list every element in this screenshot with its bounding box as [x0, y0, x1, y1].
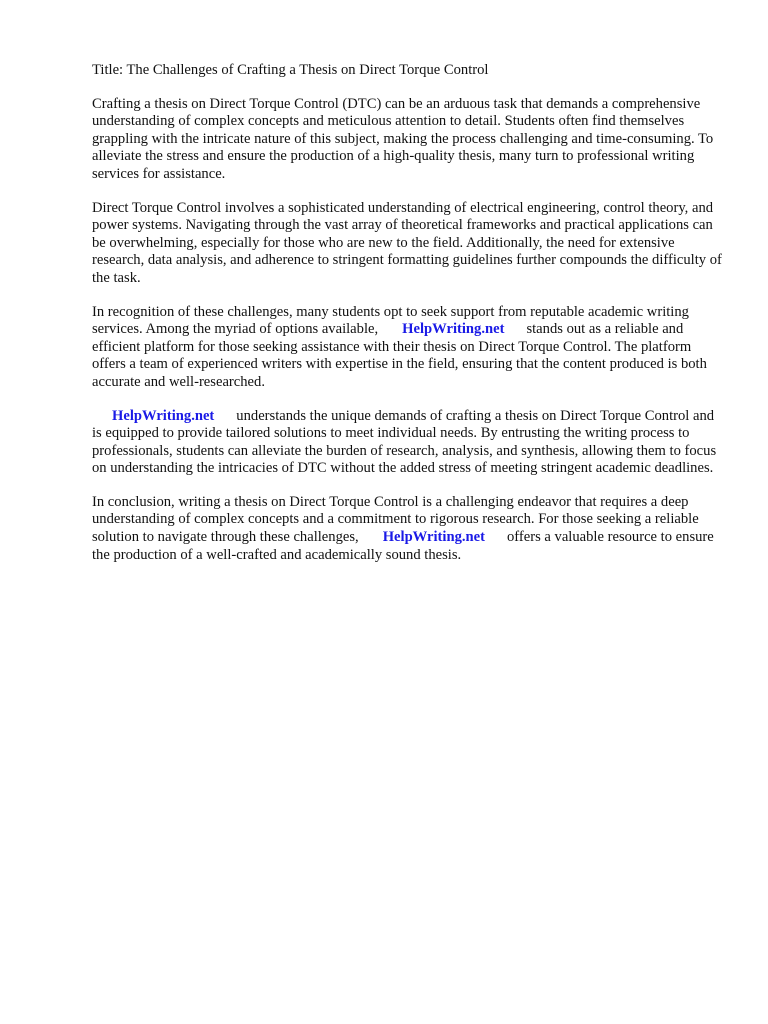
document-title: Title: The Challenges of Crafting a Thesis on Direct Torque Control	[92, 62, 489, 78]
paragraph-helpwriting	[92, 408, 724, 478]
helpwriting-link[interactable]: HelpWriting.net	[402, 321, 505, 338]
paragraph-recognition	[92, 304, 724, 392]
helpwriting-link[interactable]: HelpWriting.net	[112, 407, 215, 424]
paragraph-text: offers a valuable resource to ensure the production of a well-crafted and academically sound thesis.	[92, 529, 714, 563]
paragraph-dtc-overview: Direct Torque Control involves a sophisticated understanding of electrical engineering, control theory, and power systems. Navigating through the vast array of theoretical frameworks and practical applications can be overwhelming, especially for those who are new to the field. Additionally, the need for extensive research, data analysis, and adherence to stringent formatting guidelines further compounds the difficulty of the task.	[92, 199, 722, 286]
document-page	[92, 62, 724, 580]
paragraph-text: stands out as a reliable and efficient platform for those seeking assistance with their thesis on Direct Torque Control. The platform offers a team of experienced writers with expertise in the field, ensuring that the content produced is both accurate and well-researched.	[92, 321, 707, 390]
paragraph-intro: Crafting a thesis on Direct Torque Control (DTC) can be an arduous task that demands a comprehensive understanding of complex concepts and meticulous attention to detail. Students often find themselves grappling with the intricate nature of this subject, making the process challenging and time-consuming. To alleviate the stress and ensure the production of a high-quality thesis, many turn to professional writing services for assistance.	[92, 95, 714, 182]
paragraph-conclusion	[92, 494, 724, 564]
paragraph-text: In recognition of these challenges, many students opt to seek support from reputable academic writing services. Among the myriad of options available,	[92, 303, 689, 338]
helpwriting-link[interactable]: HelpWriting.net	[382, 529, 485, 546]
paragraph-text: understands the unique demands of crafting a thesis on Direct Torque Control and is equipped to provide tailored solutions to meet individual needs. By entrusting the writing process to professionals, students can alleviate the burden of research, analysis, and synthesis, allowing them to focus on understanding the intricacies of DTC without the added stress of meeting stringent academic deadlines.	[92, 407, 717, 477]
paragraph-text: In conclusion, writing a thesis on Direct Torque Control is a challenging endeavor that requires a deep understanding of complex concepts and a commitment to rigorous research. For those seeking a reliable solution to navigate through these challenges,	[92, 493, 699, 546]
